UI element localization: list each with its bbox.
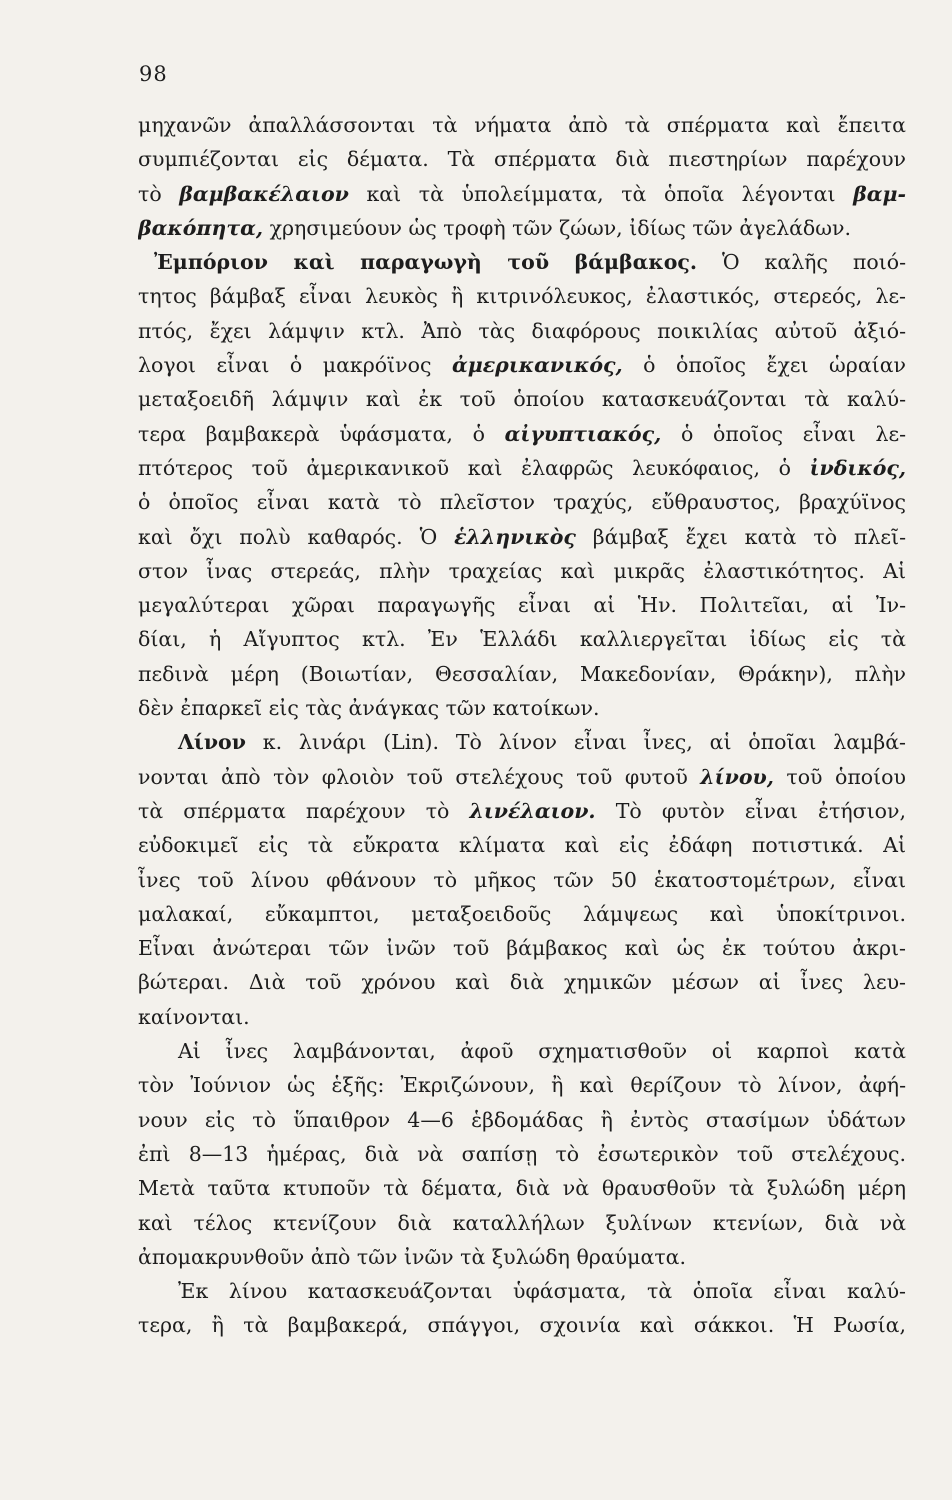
emphasized-term: βαμ- <box>853 181 906 206</box>
page-number: 98 <box>139 62 168 86</box>
text-line <box>138 177 906 211</box>
text-run: βάμβαξ ἔχει κατὰ τὸ πλεῖ- <box>575 524 906 549</box>
text-run: Ὁ καλῆς ποιό- <box>697 250 906 275</box>
text-run: συμπιέζονται εἰς δέματα. Τὰ σπέρματα διὰ πιεστηρίων παρέχουν <box>138 147 906 172</box>
text-run: νονται ἀπὸ τὸν φλοιὸν τοῦ στελέχους τοῦ φυτοῦ <box>138 764 701 789</box>
text-line <box>138 142 906 176</box>
text-line <box>138 485 906 519</box>
emphasized-term: βακόπητα, <box>138 215 264 240</box>
text-line <box>138 931 906 965</box>
text-line <box>138 211 906 245</box>
text-line <box>138 965 906 999</box>
emphasized-term: Ἐμπόριον καὶ παραγωγὴ τοῦ βάμβακος. <box>154 250 698 275</box>
text-run: πτότερος τοῦ ἀμερικανικοῦ καὶ ἐλαφρῶς λευκόφαιος, ὁ <box>138 455 810 480</box>
text-line <box>138 1103 906 1137</box>
text-run: τὸν Ἰούνιον ὡς ἑξῆς: Ἐκριζώνουν, ἢ καὶ θερίζουν τὸ λίνον, ἀφή- <box>138 1073 906 1098</box>
text-run: Ἐκ λίνου κατασκευάζονται ὑφάσματα, τὰ ὁποῖα εἶναι καλύ- <box>178 1279 906 1304</box>
text-run: ὁ ὁποῖος ἔχει ὡραίαν <box>622 353 906 378</box>
text-line <box>138 897 906 931</box>
text-line <box>138 863 906 897</box>
text-line <box>138 794 906 828</box>
text-line <box>138 1308 906 1342</box>
text-run: πεδινὰ μέρη (Βοιωτίαν, Θεσσαλίαν, Μακεδονίαν, Θράκην), πλὴν <box>138 661 906 686</box>
emphasized-term: ἑλληνικὸς <box>454 524 576 549</box>
text-run: τερα βαμβακερὰ ὑφάσματα, ὁ <box>138 421 505 446</box>
text-run: τοῦ ὁποίου <box>773 764 906 789</box>
text-line <box>138 245 906 279</box>
text-run: ἐπὶ 8—13 ἡμέρας, διὰ νὰ σαπίσῃ τὸ ἐσωτερικὸν τοῦ στελέχους. <box>138 1141 906 1166</box>
text-line <box>138 451 906 485</box>
text-line <box>138 1034 906 1068</box>
text-run: Τὸ φυτὸν εἶναι ἐτήσιον, <box>595 798 906 823</box>
emphasized-term: ἰνδικός, <box>809 455 906 480</box>
text-line <box>138 760 906 794</box>
text-run: καὶ τὰ ὑπολείμματα, τὰ ὁποῖα λέγονται <box>348 181 854 206</box>
emphasized-term: λίνου, <box>700 764 774 789</box>
text-line <box>138 622 906 656</box>
text-run: Μετὰ ταῦτα κτυποῦν τὰ δέματα, διὰ νὰ θραυσθοῦν τὰ ξυλώδη μέρη <box>138 1176 906 1201</box>
text-run: βώτεραι. Διὰ τοῦ χρόνου καὶ διὰ χημικῶν μέσων αἱ ἶνες λευ- <box>138 970 906 995</box>
text-run: δὲν ἐπαρκεῖ εἰς τὰς ἀνάγκας τῶν κατοίκων. <box>138 696 600 721</box>
text-line <box>138 588 906 622</box>
emphasized-term: βαμβακέλαιον <box>179 181 349 206</box>
text-run: κ. λινάρι (Lin). Τὸ λίνον εἶναι ἶνες, αἱ ὁποῖαι λαμβά- <box>245 730 906 755</box>
text-run: τὸ <box>138 181 180 206</box>
text-line <box>138 554 906 588</box>
text-run: τερα, ἢ τὰ βαμβακερά, σπάγγοι, σχοινία καὶ σάκκοι. Ἡ Ρωσία, <box>138 1313 906 1338</box>
text-run: στον ἶνας στερεάς, πλὴν τραχείας καὶ μικρᾶς ἐλαστικότητος. Αἱ <box>138 558 906 583</box>
text-run: μηχανῶν ἀπαλλάσσονται τὰ νήματα ἀπὸ τὰ σπέρματα καὶ ἔπειτα <box>138 113 906 137</box>
text-run: μεγαλύτεραι χῶραι παραγωγῆς εἶναι αἱ Ἡν. Πολιτεῖαι, αἱ Ἰν- <box>138 593 906 618</box>
text-line <box>138 520 906 554</box>
text-run: δίαι, ἡ Αἴγυπτος κτλ. Ἐν Ἑλλάδι καλλιεργεῖται ἰδίως εἰς τὰ <box>138 627 906 652</box>
text-line <box>138 1171 906 1205</box>
text-run: καὶ τέλος κτενίζουν διὰ καταλλήλων ξυλίνων κτενίων, διὰ νὰ <box>138 1210 906 1235</box>
emphasized-term: Λίνον <box>178 730 246 755</box>
text-run: μαλακαί, εὔκαμπτοι, μεταξοειδοῦς λάμψεως καὶ ὑποκίτρινοι. <box>138 901 906 926</box>
text-line <box>138 279 906 313</box>
text-run: νουν εἰς τὸ ὕπαιθρον 4—6 ἑβδομάδας ἢ ἐντὸς στασίμων ὑδάτων <box>138 1107 906 1132</box>
text-run: Εἶναι ἀνώτεραι τῶν ἰνῶν τοῦ βάμβακος καὶ ὡς ἐκ τούτου ἀκρι- <box>138 936 906 961</box>
text-run: χρησιμεύουν ὡς τροφὴ τῶν ζώων, ἰδίως τῶν ἀγελάδων. <box>263 215 851 240</box>
text-line <box>138 314 906 348</box>
text-run: καὶ ὄχι πολὺ καθαρός. Ὁ <box>138 524 455 549</box>
emphasized-term: λινέλαιον. <box>469 798 596 823</box>
text-line <box>138 1274 906 1308</box>
text-line <box>138 1206 906 1240</box>
emphasized-term: ἀμερικανικός, <box>451 353 623 378</box>
text-run: εὐδοκιμεῖ εἰς τὰ εὔκρατα κλίματα καὶ εἰς ἐδάφη ποτιστικά. Αἱ <box>138 833 906 858</box>
text-line <box>138 1068 906 1102</box>
text-run: τητος βάμβαξ εἶναι λευκὸς ἢ κιτρινόλευκος, ἐλαστικός, στερεός, λε- <box>138 284 906 309</box>
text-run: ἶνες τοῦ λίνου φθάνουν τὸ μῆκος τῶν 50 ἑκατοστομέτρων, εἶναι <box>138 867 906 892</box>
body-text <box>138 108 906 1343</box>
text-line <box>138 1000 906 1034</box>
text-line <box>138 657 906 691</box>
text-run: λογοι εἶναι ὁ μακρόϊνος <box>138 353 452 378</box>
text-run: Αἱ ἶνες λαμβάνονται, ἀφοῦ σχηματισθοῦν οἱ καρποὶ κατὰ <box>178 1039 906 1064</box>
text-line <box>138 382 906 416</box>
text-run: πτός, ἔχει λάμψιν κτλ. Ἀπὸ τὰς διαφόρους ποικιλίας αὐτοῦ ἀξιό- <box>138 318 906 343</box>
text-line <box>138 691 906 725</box>
text-line <box>138 725 906 759</box>
text-run: τὰ σπέρματα παρέχουν τὸ <box>138 798 470 823</box>
text-line <box>138 1240 906 1274</box>
text-line <box>138 1137 906 1171</box>
text-run: ἀπομακρυνθοῦν ἀπὸ τῶν ἰνῶν τὰ ξυλώδη θραύματα. <box>138 1244 687 1269</box>
text-line <box>138 828 906 862</box>
text-line <box>138 108 906 142</box>
text-line <box>138 417 906 451</box>
emphasized-term: αἰγυπτιακός, <box>504 421 662 446</box>
text-run: μεταξοειδῆ λάμψιν καὶ ἐκ τοῦ ὁποίου κατασκευάζονται τὰ καλύ- <box>138 387 906 412</box>
text-run: ὁ ὁποῖος εἶναι κατὰ τὸ πλεῖστον τραχύς, εὔθραυστος, βραχύϊνος <box>138 490 906 515</box>
text-run: καίνονται. <box>138 1004 250 1029</box>
text-run: ὁ ὁποῖος εἶναι λε- <box>661 421 906 446</box>
text-line <box>138 348 906 382</box>
